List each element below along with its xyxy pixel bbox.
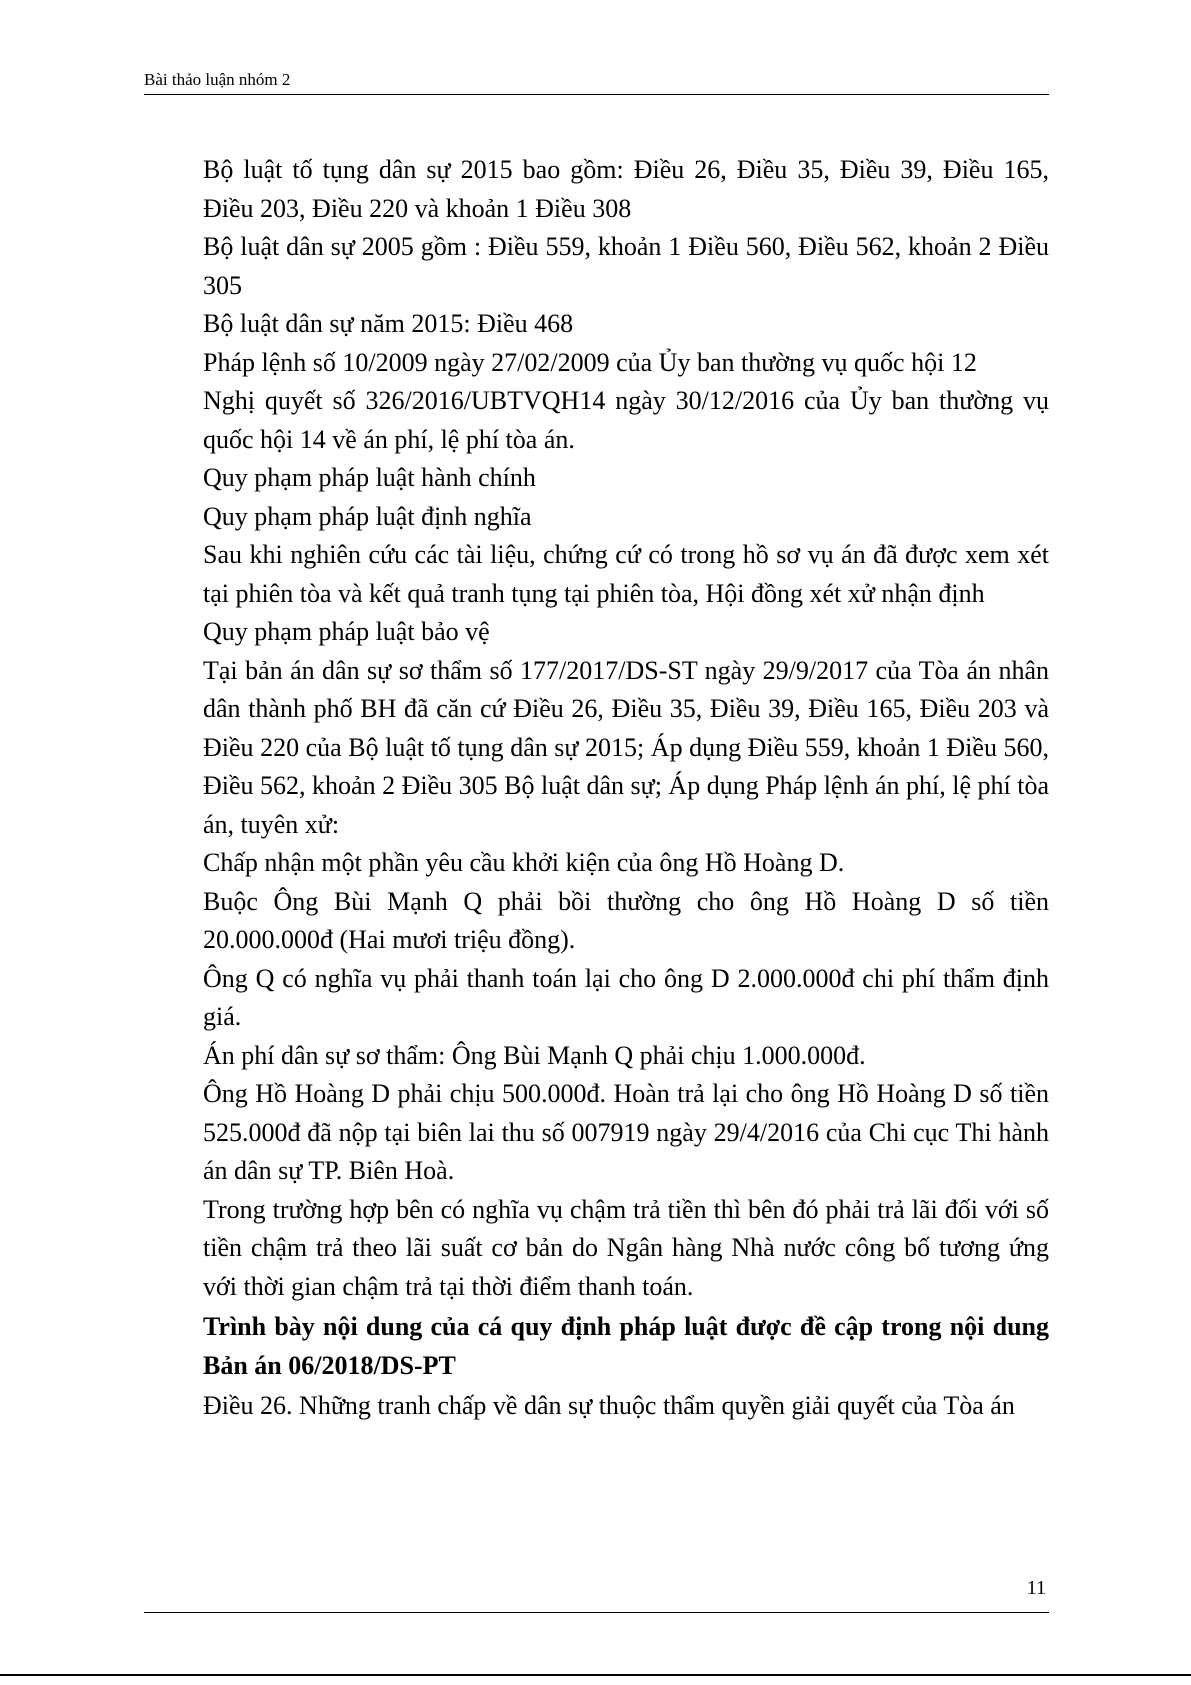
paragraph: Quy phạm pháp luật hành chính [203, 463, 536, 492]
paragraph: Ông Hồ Hoàng D phải chịu 500.000đ. Hoàn trả lại cho ông Hồ Hoàng D số tiền 525.000đ đã nộp tại biên lai thu số 007919 ngày 29/4/2016 của Chi cục Thi hành án dân sự TP. Biên Hoà. [203, 1079, 1049, 1185]
paragraph: Nghị quyết số 326/2016/UBTVQH14 ngày 30/12/2016 của Ủy ban thường vụ quốc hội 14 về án phí, lệ phí tòa án. [203, 386, 1049, 454]
paragraph: Ông Q có nghĩa vụ phải thanh toán lại cho ông D 2.000.000đ chi phí thẩm định giá. [203, 963, 1049, 1031]
paragraph: Quy phạm pháp luật bảo vệ [203, 617, 490, 646]
header-title: Bài thảo luận nhóm 2 [144, 70, 291, 89]
paragraph: Pháp lệnh số 10/2009 ngày 27/02/2009 của Ủy ban thường vụ quốc hội 12 [203, 347, 977, 377]
paragraph: Bộ luật dân sự 2005 gồm : Điều 559, khoản 1 Điều 560, Điều 562, khoản 2 Điều 305 [203, 232, 1049, 300]
paragraph: Buộc Ông Bùi Mạnh Q phải bồi thường cho ông Hồ Hoàng D số tiền 20.000.000đ (Hai mươi triệu đồng). [203, 886, 1049, 954]
paragraph: Sau khi nghiên cứu các tài liệu, chứng cứ có trong hồ sơ vụ án đã được xem xét tại phiên tòa và kết quả tranh tụng tại phiên tòa, Hội đồng xét xử nhận định [203, 540, 1049, 608]
page-bottom-divider [0, 1674, 1191, 1676]
footer-divider [144, 1612, 1049, 1613]
page-number: 11 [1026, 1577, 1046, 1599]
section-heading: Trình bày nội dung của cá quy định pháp luật được đề cập trong nội dung Bản án 06/2018/DS-PT [203, 1312, 1049, 1380]
paragraph: Án phí dân sự sơ thẩm: Ông Bùi Mạnh Q phải chịu 1.000.000đ. [203, 1040, 866, 1070]
paragraph: Bộ luật tố tụng dân sự 2015 bao gồm: Điều 26, Điều 35, Điều 39, Điều 165, Điều 203, Điều 220 và khoản 1 Điều 308 [203, 155, 1049, 223]
paragraph: Chấp nhận một phần yêu cầu khởi kiện của ông Hồ Hoàng D. [203, 848, 845, 877]
paragraph: Điều 26. Những tranh chấp về dân sự thuộc thẩm quyền giải quyết của Tòa án [203, 1391, 1015, 1420]
paragraph: Tại bản án dân sự sơ thẩm số 177/2017/DS-ST ngày 29/9/2017 của Tòa án nhân dân thành phố BH đã căn cứ Điều 26, Điều 35, Điều 39, Điều 165, Điều 203 và Điều 220 của Bộ luật tố tụng dân sự 2015; Áp dụng Điều 559, khoản 1 Điều 560, Điều 562, khoản 2 Điều 305 Bộ luật dân sự; Áp dụng Pháp lệnh án phí, lệ phí tòa án, tuyên xử: [203, 655, 1049, 839]
paragraph: Bộ luật dân sự năm 2015: Điều 468 [203, 309, 574, 338]
document-body [203, 151, 1049, 1426]
paragraph: Trong trường hợp bên có nghĩa vụ chậm trả tiền thì bên đó phải trả lãi đối với số tiền chậm trả theo lãi suất cơ bản do Ngân hàng Nhà nước công bố tương ứng với thời gian chậm trả tại thời điểm thanh toán. [203, 1194, 1049, 1301]
page-header [144, 68, 1049, 95]
paragraph: Quy phạm pháp luật định nghĩa [203, 501, 532, 531]
